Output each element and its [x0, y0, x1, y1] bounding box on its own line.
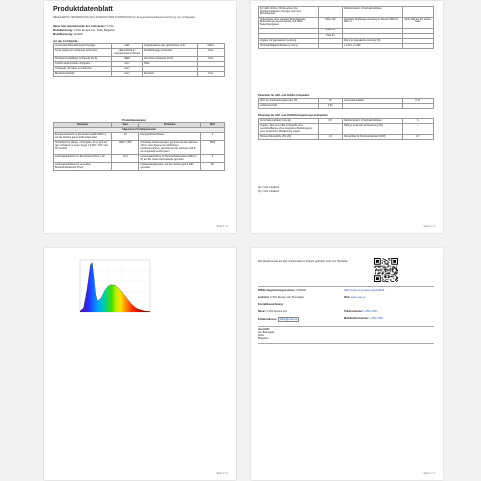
table-cell: Energieverbrauch im Ein-Zustand (kWh/1000 h), auf die nächste ganze Zahl aufgerundet	[54, 133, 112, 141]
section-net: Parameter für LED- und OLED-Netzspannungs-lichtquellen	[258, 114, 328, 117]
table-cell: Farbwiedergabeindex, auf die nächste ganze Zahl gerundet	[139, 163, 201, 171]
table-cell: 0,90	[318, 104, 343, 109]
table-cell: Lichtstromerhalt	[259, 104, 319, 109]
table-cell: 6500	[201, 141, 225, 155]
table-cell: Farbkonsistenz in McAdam-Ellipsen	[343, 119, 403, 124]
table-cell: Für LED mit Ra ≥ 80 die ersten drei Nachkommastellen; Energie nach dem Bundesgesetz	[259, 7, 319, 18]
contact-link[interactable]: www.v-tac.eu	[350, 296, 366, 299]
table-cell: Nein	[112, 72, 143, 77]
table-cell: Außenmaße ohne separate Betriebsgeräte, Beleuchtungs-steuerungsteile und Nicht-Beleuchtungsteile	[259, 17, 319, 28]
table-cell: 10	[112, 133, 139, 141]
regulation-subtitle: DELEGIERTE VERORDNUNG (EU) 2019/2015 DER KOMMISSION zur Energieverbrauchskennzeichnung von Lichtquellen	[53, 16, 196, 19]
section-type: Art der Lichtquelle:	[53, 39, 79, 43]
section-params: Produktparameter	[122, 118, 147, 122]
table-cell: Leistungsaufnahme im Ein-Zustand (Pon) in W	[54, 155, 112, 163]
mains-led-parameters-table	[258, 118, 434, 140]
led-parameters-table	[258, 98, 434, 109]
datasheet-page-2	[251, 1, 443, 233]
table-cell: 80	[201, 163, 225, 171]
table-cell	[402, 7, 434, 18]
page-number: Seite 1 / 4	[216, 225, 228, 228]
table-cell: Energieeffizienzklasse	[139, 133, 201, 141]
contact-label: Lieferant:	[258, 296, 270, 299]
table-cell: Leistungsaufnahme im Bereitschaftszustand (Psb) in W, auf die zweite Dezimalstelle gerundet	[139, 155, 201, 163]
table-cell: F	[201, 133, 225, 141]
dimensions-table	[258, 6, 434, 49]
contact-label: Mobiltelefonnummer:	[344, 317, 370, 320]
table-row	[259, 44, 434, 49]
table-cell: Breite 60	[318, 28, 343, 33]
table-cell	[318, 44, 343, 49]
table-section-row: Allgemeine Produktparameter	[54, 128, 225, 133]
contact-label: Web:	[344, 296, 351, 299]
table-cell	[318, 124, 343, 135]
contact-value: 1000000	[296, 289, 306, 292]
table-cell	[112, 163, 139, 171]
table-cell: Farblich abstimmbare Lichtquelle:	[54, 62, 112, 67]
table-cell: Ähnlichste Farbtemperatur, gerundet auf die nächsten 100 K, oder Spanne der ähnlichsten Farbtemperaturen, gerundet auf die nächsten 100 K, die eingestellt werden kann	[139, 141, 201, 155]
contact-value: V-TAC Europe Ltd.	[266, 310, 288, 313]
light-source-type-table	[53, 43, 225, 77]
table-cell: Siehe Bild auf der letzten Seite	[402, 17, 434, 28]
table-cell: Verwendete Beleuchtungstechnologie:	[54, 44, 112, 49]
table-cell: Nein	[197, 49, 224, 57]
page-number: Seite 2 / 4	[423, 225, 435, 228]
contact-row	[258, 310, 287, 313]
contact-link[interactable]: https://eprel.ec.europa.eu/qr/212629	[344, 289, 385, 292]
contact-label: EPREL-Registrierungsnummer:	[258, 289, 296, 292]
table-cell: Wenn ja: äquivalente Leistung (W)	[343, 39, 403, 44]
table-row	[259, 124, 434, 135]
contact-row-right	[344, 310, 379, 313]
table-cell: Nein	[112, 62, 143, 67]
supplier-line: Name oder Handelsmarke des Lieferanten: V-TAC	[53, 25, 114, 28]
address-block: Anschrift: bul. Botevgrad Sofia Bulgarien	[258, 328, 275, 340]
table-cell: 0,70	[402, 99, 434, 104]
column-header: Parameter	[139, 123, 201, 128]
divider	[258, 343, 434, 344]
eprel-qr-code-icon[interactable]	[374, 258, 398, 282]
page-number: Seite 3 / 4	[216, 472, 228, 475]
spectral-distribution-chart	[72, 258, 152, 321]
table-cell	[402, 104, 434, 109]
contact-row-right	[344, 317, 385, 320]
table-cell: x 0,313 y 0,329	[343, 44, 403, 49]
contact-row	[258, 303, 283, 306]
contact-row	[258, 317, 299, 322]
contact-link: +359 2 995...	[370, 317, 385, 320]
table-cell: Wert des Farbwiedergabeindex R9	[259, 99, 319, 104]
table-cell: Blendschutzschild:	[54, 72, 112, 77]
table-row	[259, 7, 434, 18]
market-notice: Das Modell wurde auf dem Unionsmarkt in Verkehr gebracht. Link zum Hersteller:	[258, 260, 349, 263]
table-cell: Verschiebungsfaktor (cos φ1)	[259, 119, 319, 124]
table-cell: NDLS	[197, 44, 224, 49]
table-cell	[343, 104, 403, 109]
contact-label: Name:	[258, 310, 266, 313]
contact-link: +359 2 995...	[364, 310, 379, 313]
table-cell: 1,0	[318, 135, 343, 140]
contact-value: V-TAC Europe Ltd. (Hersteller)	[270, 296, 304, 299]
table-row	[54, 141, 225, 155]
table-cell: Hülle:	[142, 62, 197, 67]
footnote-a: (a) = nicht zutreffend	[258, 187, 280, 189]
table-cell: 0,7	[402, 135, 434, 140]
table-cell: Dimmbar:	[142, 72, 197, 77]
table-cell: Lebensdauerfaktor	[343, 99, 403, 104]
table-cell: Falls ja, Anspruch auf Ersetzung (W)	[343, 124, 403, 135]
table-row	[54, 155, 225, 163]
table-row	[54, 163, 225, 171]
table-cell: Spektrale Strahlungs-verteilung im Bereich 250 bis 800 nm	[343, 17, 403, 28]
table-cell: —	[402, 124, 434, 135]
table-cell: Vernetzte Lichtquelle (CLS):	[142, 57, 197, 62]
table-cell: 1000 in 360°	[112, 141, 139, 155]
table-cell	[402, 44, 434, 49]
contact-label: Telefonnummer:	[344, 310, 364, 313]
table-cell: Ist die Quelle der Lichtquelle verbunden:	[54, 49, 112, 57]
table-cell: Ungebündeltes oder gebündeltes Licht:	[142, 44, 197, 49]
table-cell: Nutzlichtstrom (Φuse), mit Angabe, ob er sich auf den Lichtstrom in einem Kegel mit 360°, 120° oder 90° bezieht	[54, 141, 112, 155]
table-cell: Tiefe 60	[318, 33, 343, 38]
table-cell	[318, 7, 343, 18]
table-cell: Messgröße für Stroboskopeffekt (SVM)	[343, 135, 403, 140]
table-row	[54, 72, 225, 77]
datasheet-page-4	[251, 248, 443, 480]
model-line: Modellkennung: V-TAC Europe Ltd., Sofia, Bulgarien	[53, 29, 115, 32]
product-parameters-table	[53, 122, 225, 171]
divider	[258, 286, 434, 287]
datasheet-page-1	[44, 1, 236, 233]
column-header: Wert	[112, 123, 139, 128]
table-cell: Nein	[197, 72, 224, 77]
column-header: Wert	[201, 123, 225, 128]
table-cell: 0	[201, 155, 225, 163]
table-cell: Chromatizitätskoordinaten (x und y)	[259, 44, 319, 49]
contact-label: E-Mail-Adresse:	[258, 318, 277, 321]
table-row	[259, 135, 434, 140]
table-row	[54, 133, 225, 141]
contact-label: Kontaktbezeichnung:	[258, 303, 284, 306]
contact-value[interactable]: office@v-tac.eu	[278, 317, 300, 322]
table-cell: Netzspannungsfähige Lichtquelle (CLS):	[54, 57, 112, 62]
table-row	[259, 17, 434, 28]
table-cell: 0,5	[318, 119, 343, 124]
footnote-b: (b) = nicht zutreffend	[258, 191, 280, 193]
table-cell: Nein	[112, 67, 143, 72]
table-cell: LED-lichtfeld im netzgebundenen Betrieb	[112, 49, 143, 57]
table-cell: LED	[112, 44, 143, 49]
table-cell: Farbkonsistenz in McAdam-Ellipsen	[343, 7, 403, 18]
datasheet-page-3	[44, 248, 236, 480]
table-cell: Angabe, dass eine LED-Lichtquelle eine Leuchtstofflampe ohne integriertes Betriebsgerät einer bestimmten Wattleistung ersetzt	[259, 124, 319, 135]
table-row	[259, 104, 434, 109]
table-cell: Höhe 118	[318, 17, 343, 28]
registration-line: Modellkennung: 212629	[53, 33, 83, 36]
table-cell: 6	[402, 119, 434, 124]
table-cell: Angabe zur äquivalenten Leistung	[259, 39, 319, 44]
contact-row	[258, 296, 304, 299]
table-cell: Nein	[197, 57, 224, 62]
table-cell: NEIN	[112, 57, 143, 62]
contact-row	[258, 289, 306, 292]
table-cell: Lichtquelle mit hoher Leuchtdichte:	[54, 67, 112, 72]
table-cell: Netzabhängige Lichtquelle:	[142, 49, 197, 57]
contact-row-right	[344, 289, 384, 292]
contact-row-right	[344, 296, 366, 299]
table-cell: 13	[318, 99, 343, 104]
table-cell: Flimmer-Messgröße (Pst LM)	[259, 135, 319, 140]
table-cell: 10,0	[112, 155, 139, 163]
divider	[258, 326, 434, 327]
table-cell: Leistungsaufnahme im vernetzten Bereitschaftsbetrieb (Pnet)	[54, 163, 112, 171]
section-led: Parameter für LED- und OLED-Lichtquellen	[258, 94, 310, 97]
table-row	[54, 49, 225, 57]
page-title: Produktdatenblatt	[53, 6, 113, 13]
column-header: Parameter	[54, 123, 112, 128]
page-number: Seite 4 / 4	[423, 472, 435, 475]
